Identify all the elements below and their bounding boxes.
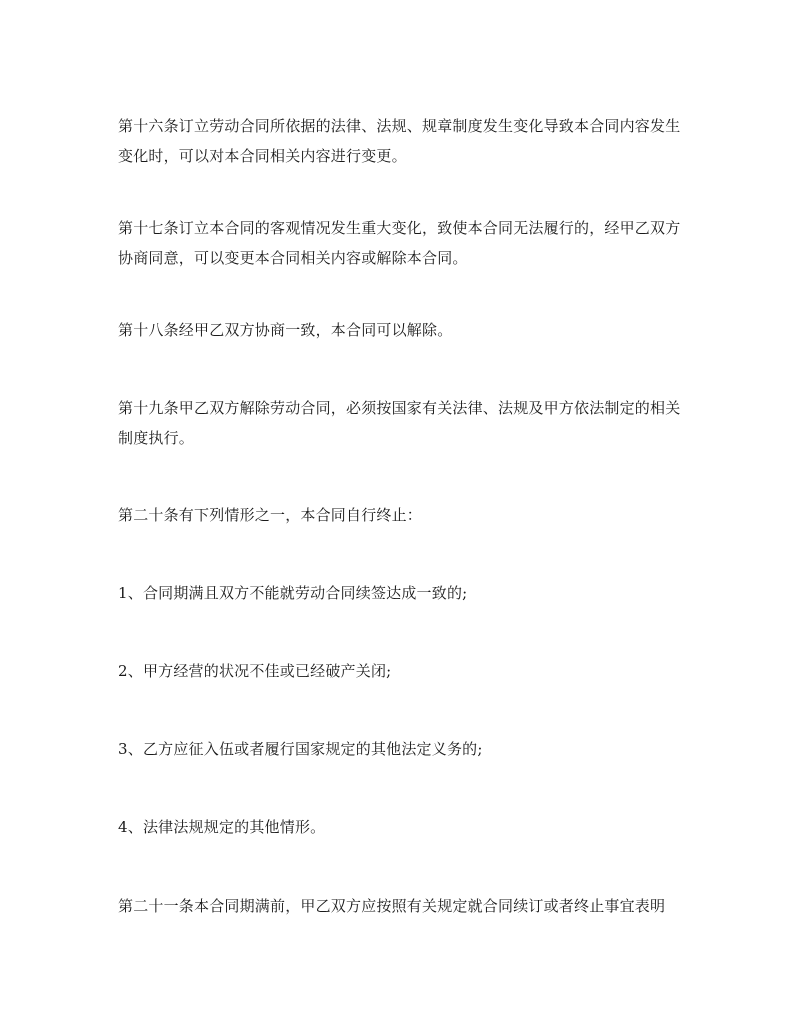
article-19-paragraph: 第十九条甲乙双方解除劳动合同，必须按国家有关法律、法规及甲方依法制定的相关制度执行。 xyxy=(118,399,681,447)
article-18-paragraph: 第十八条经甲乙双方协商一致，本合同可以解除。 xyxy=(118,321,453,339)
article-20-paragraph: 第二十条有下列情形之一，本合同自行终止： xyxy=(118,506,423,524)
article-17-paragraph: 第十七条订立本合同的客观情况发生重大变化，致使本合同无法履行的，经甲乙双方协商同意，可以变更本合同相关内容或解除本合同。 xyxy=(118,219,681,267)
list-item-4: 4、法律法规规定的其他情形。 xyxy=(118,818,326,836)
article-16-paragraph: 第十六条订立劳动合同所依据的法律、法规、规章制度发生变化导致本合同内容发生变化时，可以对本合同相关内容进行变更。 xyxy=(118,117,681,165)
list-item-1: 1、合同期满且双方不能就劳动合同续签达成一致的; xyxy=(118,584,468,602)
list-item-2: 2、甲方经营的状况不佳或已经破产关闭; xyxy=(118,662,392,680)
list-item-3: 3、乙方应征入伍或者履行国家规定的其他法定义务的; xyxy=(118,740,483,758)
article-21-paragraph: 第二十一条本合同期满前，甲乙双方应按照有关规定就合同续订或者终止事宜表明 xyxy=(118,897,666,915)
